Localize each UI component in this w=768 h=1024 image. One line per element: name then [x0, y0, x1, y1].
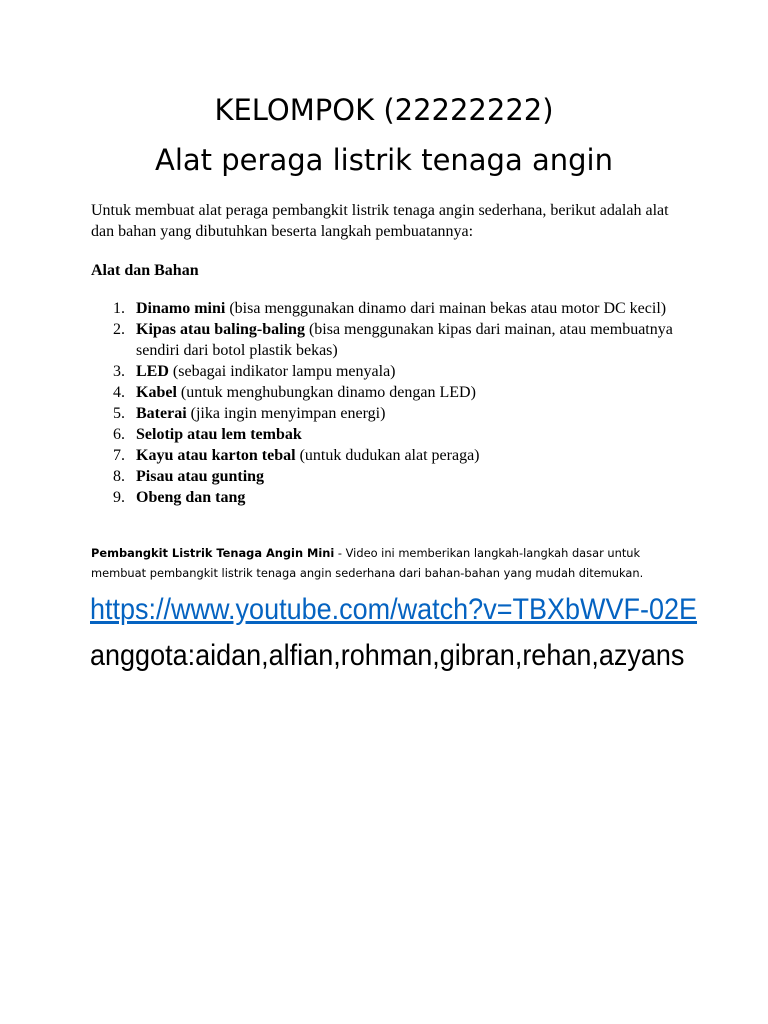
item-name: Pisau atau gunting: [136, 468, 265, 485]
item-number: 8.: [113, 468, 125, 485]
group-members: anggota:aidan,alfian,rohman,gibran,rehan,azyans: [90, 639, 685, 672]
materials-item: [91, 403, 691, 424]
materials-item: [91, 382, 691, 403]
materials-item: [91, 319, 691, 361]
intro-paragraph: Untuk membuat alat peraga pembangkit listrik tenaga angin sederhana, berikut adalah alat dan bahan yang dibutuhkan beserta langkah pembuatannya:: [91, 202, 669, 240]
item-number: 4.: [113, 384, 125, 401]
item-description: (bisa menggunakan dinamo dari mainan bekas atau motor DC kecil): [225, 300, 667, 317]
item-name: LED: [136, 363, 169, 380]
document-subtitle: Alat peraga listrik tenaga angin: [155, 143, 613, 177]
item-number: 6.: [113, 426, 125, 443]
item-name: Kayu atau karton tebal: [136, 447, 296, 464]
video-description: - Video ini memberikan langkah-langkah dasar untuk membuat pembangkit listrik tenaga angin sederhana dari bahan-bahan yang mudah ditemukan.: [91, 546, 644, 580]
item-name: Selotip atau lem tembak: [136, 426, 302, 443]
item-name: Baterai: [136, 405, 187, 422]
item-name: Obeng dan tang: [136, 489, 246, 506]
materials-item: [91, 424, 691, 445]
materials-heading: Alat dan Bahan: [91, 262, 199, 279]
item-number: 9.: [113, 489, 125, 506]
item-name: Kipas atau baling-baling: [136, 321, 305, 338]
materials-item: [91, 445, 691, 466]
item-number: 3.: [113, 363, 125, 380]
video-title: Pembangkit Listrik Tenaga Angin Mini: [91, 546, 335, 560]
video-note: [91, 543, 691, 583]
item-number: 5.: [113, 405, 125, 422]
item-number: 1.: [113, 300, 125, 317]
item-name: Dinamo mini: [136, 300, 226, 317]
youtube-link[interactable]: https://www.youtube.com/watch?v=TBXbWVF-02E: [90, 593, 698, 626]
materials-item: [91, 361, 691, 382]
item-description: (sebagai indikator lampu menyala): [168, 363, 396, 380]
materials-item: [91, 298, 691, 319]
item-number: 2.: [113, 321, 125, 338]
item-description: (bisa menggunakan kipas dari mainan, atau membuatnya sendiri dari botol plastik bekas): [136, 321, 673, 359]
item-description: (jika ingin menyimpan energi): [186, 405, 386, 422]
document-title: KELOMPOK (22222222): [214, 93, 554, 127]
item-name: Kabel: [136, 384, 177, 401]
item-description: (untuk menghubungkan dinamo dengan LED): [176, 384, 476, 401]
materials-item: [91, 487, 691, 508]
materials-item: [91, 466, 691, 487]
item-number: 7.: [113, 447, 125, 464]
materials-list: [91, 298, 691, 508]
item-description: (untuk dudukan alat peraga): [295, 447, 480, 464]
